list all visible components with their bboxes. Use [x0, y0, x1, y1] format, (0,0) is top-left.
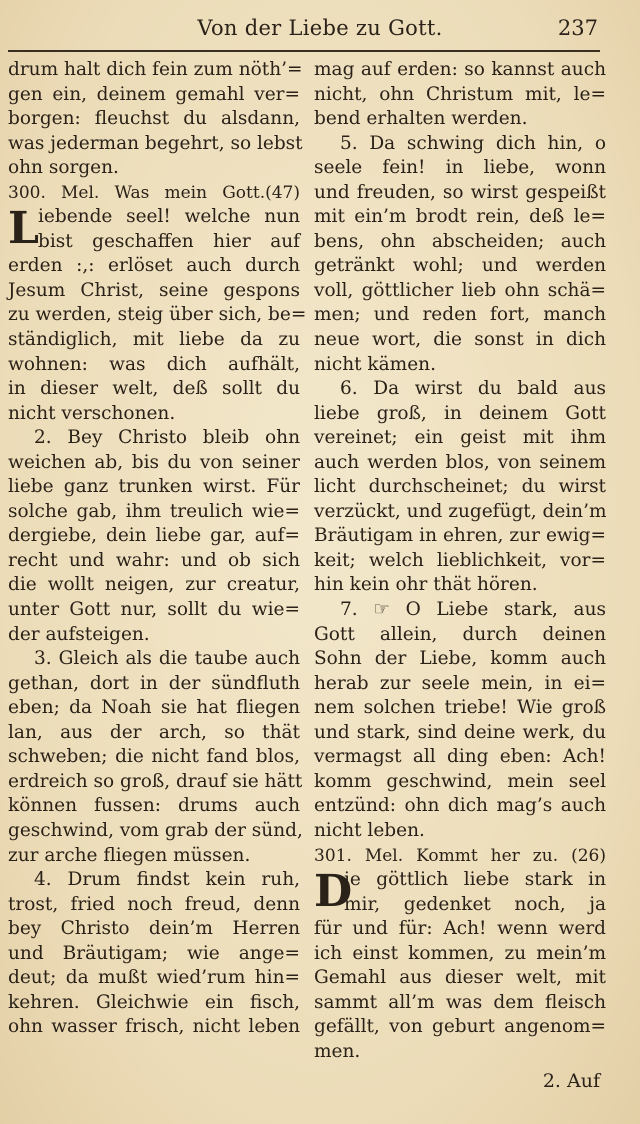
text-line: für und für: Ach! wenn werd [314, 918, 606, 940]
text-line: seele fein! in liebe, wonn [314, 157, 606, 179]
text-line: Jesum Christ, seine gespons [8, 279, 300, 301]
text-line: können fussen: drums auch [8, 795, 300, 817]
text-line: getränkt wohl; und werden [314, 255, 606, 277]
text-line: 5. Da schwing dich hin, o [340, 132, 606, 154]
text-line: der aufsteigen. [8, 623, 150, 645]
line-text: iebende seel! welche nun [38, 206, 300, 228]
text-line: recht und wahr: und ob sich [8, 549, 300, 571]
text-line: zu werden, steig über sich, be= [8, 304, 307, 326]
text-line: die wollt neigen, zur creatur, [8, 574, 300, 596]
text-line: und stark, sind deine werk, du [314, 721, 606, 743]
text-line: gefällt, von geburt angenom= [314, 1016, 606, 1038]
hymn-300-verse-1 [8, 203, 307, 426]
hymn-300-verse-3 [8, 647, 303, 868]
text-line: bend erhalten werden. [314, 108, 528, 130]
text-line: bist geschaffen hier auf [38, 230, 300, 252]
text-line: und Bräutigam; wie ange= [8, 942, 300, 964]
text-line: wohnen: was dich aufhält, [8, 353, 300, 375]
text-line: Gemahl aus dieser welt, mit [314, 967, 606, 989]
hymn-300-verse-7 [314, 598, 606, 843]
text-line: und freuden, so wirst gespeißt [314, 181, 606, 203]
text-line: 3. Gleich als die taube auch [34, 648, 300, 670]
text-line: geschwind, vom grab der sünd, [8, 819, 303, 841]
text-line: vereinet; ein geist mit ihm [314, 427, 606, 449]
left-column [8, 58, 307, 1040]
text-line: in dieser welt, deß sollt du [8, 378, 300, 400]
text-line: men. [314, 1040, 361, 1062]
text-line: mit ein’m brodt rein, deß le= [314, 206, 606, 228]
text-line: mag auf erden: so kannst auch [314, 59, 606, 80]
drop-cap: L [8, 203, 39, 255]
catchword: 2. Auf [542, 1070, 600, 1092]
hymn-300-verse-2 [8, 426, 300, 647]
text-line: keit; welch lieblichkeit, vor= [314, 549, 606, 571]
text-line: borgen: fleuchst du alsdann, [8, 108, 300, 130]
text-line: Bräutigam in ehren, zur ewig= [314, 525, 606, 547]
hymn-301-heading: 301. Mel. Kommt her zu. (26) [314, 845, 606, 866]
text-line: verzückt, und zugefügt, dein’m [314, 500, 607, 522]
running-header [0, 14, 640, 48]
text-line: zur arche fliegen müssen. [8, 844, 251, 866]
drop-cap: D [314, 866, 353, 918]
text-line: liebe ganz trunken wirst. Für [8, 476, 300, 498]
text-line: hin kein ohr thät hören. [314, 574, 538, 596]
text-line: herab zur seele mein, in ei= [314, 672, 606, 694]
text-line: gen ein, deinem gemahl ver= [8, 83, 300, 105]
text-line: 6. Da wirst du bald aus [340, 378, 606, 400]
text-line: licht durchscheinet; du wirst [314, 476, 606, 498]
text-line: gethan, dort in der sündfluth [8, 672, 300, 694]
text-line: kehren. Gleichwie ein fisch, [8, 991, 300, 1013]
text-line: mir, gedenket noch, ja [344, 893, 606, 915]
text-line: nicht kämen. [314, 353, 436, 375]
text-line: ohn wasser frisch, nicht leben [8, 1016, 300, 1038]
text-line: dergiebe, dein liebe gar, auf= [8, 525, 300, 547]
text-line: lan, aus der arch, so thät [8, 721, 300, 743]
hymn-301-verse-1 [314, 868, 606, 1064]
text-line: was jederman begehrt, so lebst [8, 132, 303, 154]
text-line: men; und reden fort, manch [314, 304, 606, 326]
verse-continuation [8, 58, 303, 181]
text-line: 7. ☞ O Liebe stark, aus [340, 599, 606, 621]
text-line: vermagst all ding eben: Ach! [314, 746, 606, 768]
running-title: Von der Liebe zu Gott. [197, 16, 443, 40]
text-line: liebe groß, in deinem Gott [314, 402, 606, 424]
text-line: weichen ab, bis du von seiner [8, 451, 300, 473]
text-line: solche gab, ihm treulich wie= [8, 500, 300, 522]
text-line: entzünd: ohn dich mag’s auch [314, 795, 606, 817]
text-line: sammt all’m was dem fleisch [314, 991, 606, 1013]
right-column [314, 58, 606, 1064]
text-line: 2. Bey Christo bleib ohn [34, 427, 300, 449]
hymn-300-verse-4 [8, 868, 300, 1040]
text-line: komm geschwind, mein seel [314, 770, 606, 792]
text-line: nicht verschonen. [8, 402, 176, 424]
text-line: ich einst kommen, zu mein’m [314, 942, 606, 964]
text-line: bey Christo dein’m Herren [8, 918, 300, 940]
text-line: bens, ohn abscheiden; auch [314, 230, 606, 252]
text-line: ständiglich, mit liebe da zu [8, 329, 300, 351]
hymn-300-verse-4-continuation [314, 58, 606, 132]
text-line: unter Gott nur, sollt du wie= [8, 599, 300, 621]
hymn-300-heading: 300. Mel. Was mein Gott.(47) [8, 182, 300, 203]
text-line: Gott allein, durch deinen [314, 623, 606, 645]
text-line: deut; da mußt wied’rum hin= [8, 967, 300, 989]
text-line: ohn sorgen. [8, 157, 119, 179]
text-line: nicht leben. [314, 819, 425, 841]
text-line: 4. Drum findst kein ruh, [34, 869, 300, 891]
text-line: drum halt dich fein zum nöth’= [8, 59, 303, 80]
text-line: auch werden blos, von seinem [314, 451, 606, 473]
line-text: ie göttlich liebe stark in [344, 869, 606, 891]
text-line: nem solchen triebe! Wie groß [314, 697, 606, 719]
hymn-300-verse-5 [314, 132, 606, 377]
text-line: erden :,: erlöset auch durch [8, 255, 300, 277]
text-line: Sohn der Liebe, komm auch [314, 648, 606, 670]
text-line: trost, fried noch freud, denn [8, 893, 300, 915]
header-rule [8, 50, 600, 52]
text-line: schweben; die nicht fand blos, [8, 746, 300, 768]
text-line: voll, göttlicher lieb ohn schä= [314, 279, 606, 301]
hymn-300-verse-6 [314, 377, 606, 598]
text-line: neue wort, die sonst in dich [314, 329, 606, 351]
text-line: eben; da Noah sie hat fliegen [8, 697, 300, 719]
text-line: erdreich so groß, drauf sie hätt [8, 770, 303, 792]
page-number: 237 [557, 16, 598, 40]
text-line: nicht, ohn Christum mit, le= [314, 83, 606, 105]
